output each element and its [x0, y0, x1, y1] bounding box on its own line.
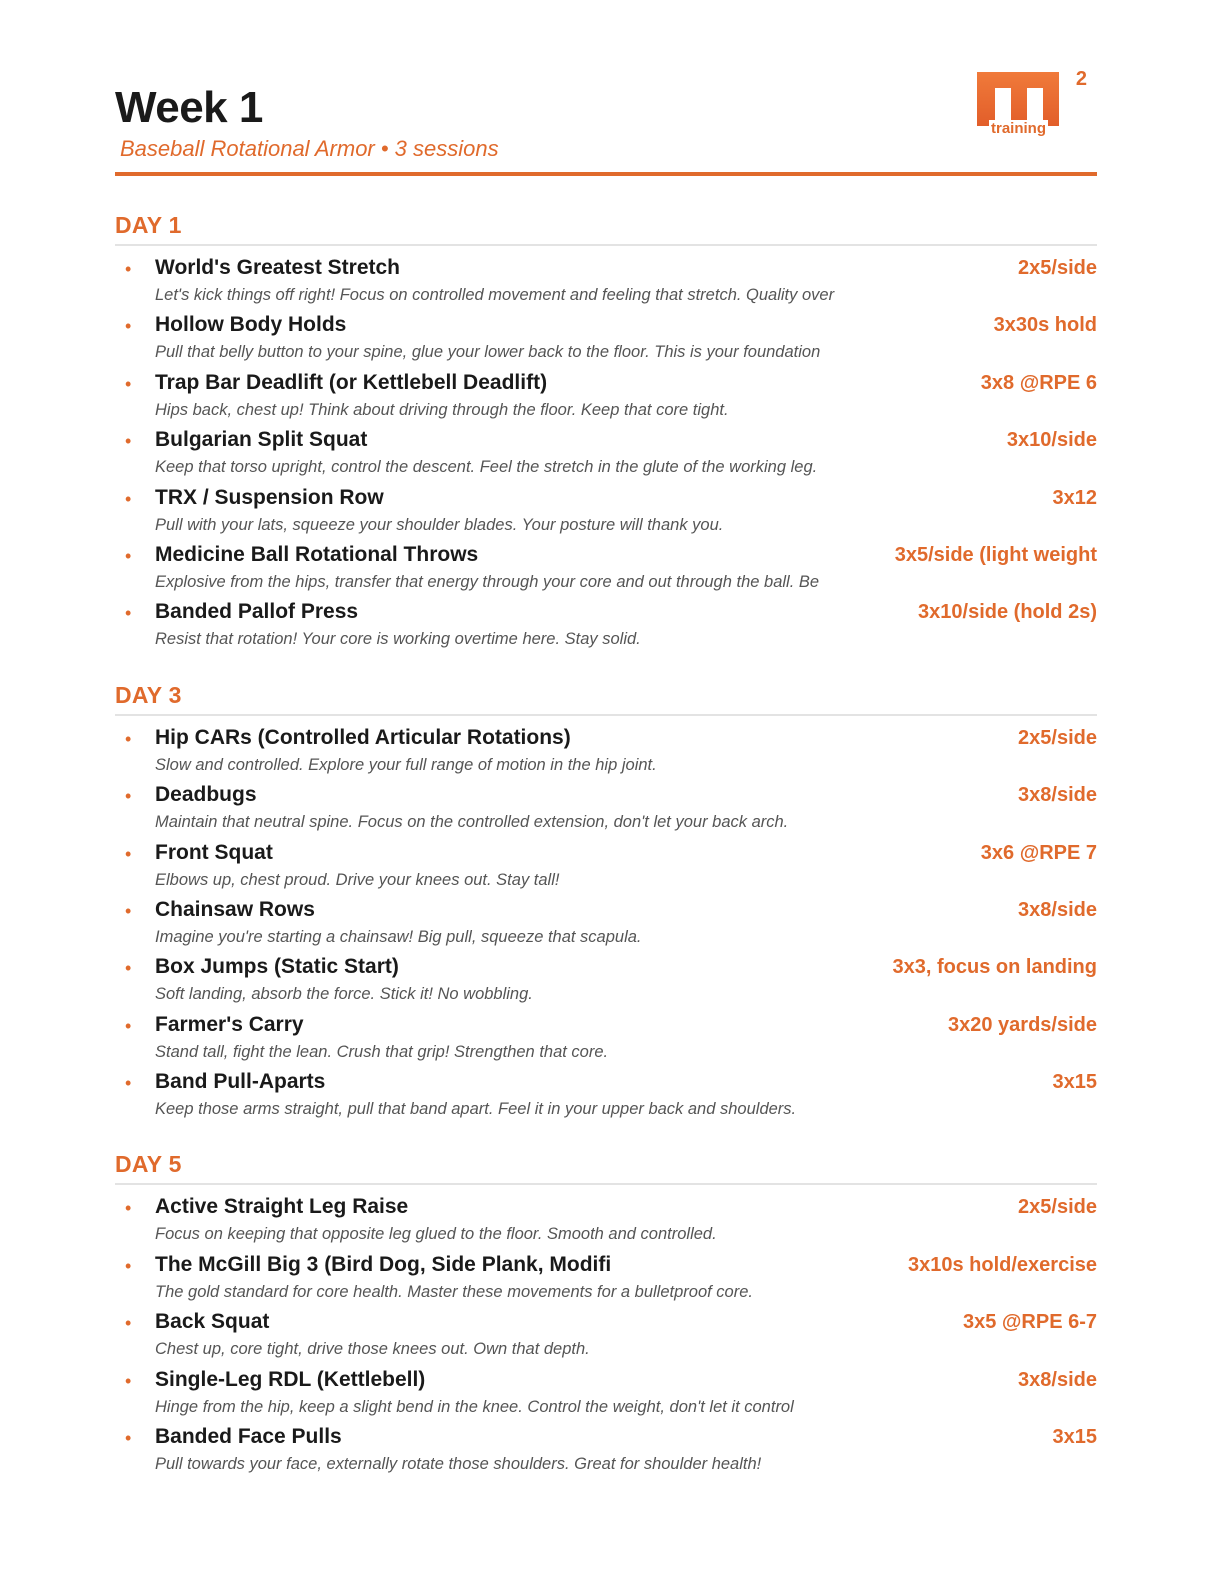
day-heading: DAY 5 [115, 1149, 1097, 1185]
exercise-item [115, 311, 1097, 368]
logo-superscript: 2 [1075, 68, 1087, 90]
exercise-note: Maintain that neutral spine. Focus on the controlled extension, don't let your back arch. [155, 813, 789, 832]
exercise-note: Keep that torso upright, control the descent. Feel the stretch in the glute of the working leg. [155, 458, 818, 477]
exercise-note: Elbows up, chest proud. Drive your knees out. Stay tall! [155, 870, 560, 889]
day-section [115, 680, 1097, 1126]
exercise-item [115, 781, 1097, 838]
exercise-note: Keep those arms straight, pull that band apart. Feel it in your upper back and shoulders. [155, 1100, 797, 1119]
workout-page [115, 0, 1097, 1480]
bullet-icon: • [125, 843, 132, 864]
exercise-item [115, 541, 1097, 598]
bullet-icon: • [125, 1428, 132, 1449]
exercise-name: Front Squat [155, 840, 273, 864]
day-heading: DAY 3 [115, 680, 1097, 716]
exercise-item [115, 724, 1097, 781]
bullet-icon: • [125, 1073, 132, 1094]
day-section [115, 1149, 1097, 1480]
bullet-icon: • [125, 1313, 132, 1334]
exercise-name: Hip CARs (Controlled Articular Rotations) [155, 725, 571, 749]
bullet-icon: • [125, 1370, 132, 1391]
exercise-sets: 2x5/side [1018, 1196, 1097, 1219]
bullet-icon: • [125, 786, 132, 807]
exercise-sets: 3x10s hold/exercise [907, 1253, 1097, 1276]
exercise-name: Deadbugs [155, 783, 257, 807]
exercise-sets: 3x6 @RPE 7 [980, 841, 1097, 864]
bullet-icon: • [125, 259, 132, 279]
exercise-note: Slow and controlled. Explore your full range of motion in the hip joint. [155, 755, 657, 774]
bullet-icon: • [125, 488, 132, 509]
exercise-sets: 3x3, focus on landing [892, 956, 1097, 979]
exercise-name: Bulgarian Split Squat [155, 428, 368, 452]
bullet-icon: • [125, 1198, 132, 1219]
bullet-icon: • [125, 373, 132, 394]
exercise-item [115, 484, 1097, 541]
exercise-sets: 3x20 yards/side [948, 1013, 1097, 1036]
exercise-name: Chainsaw Rows [155, 897, 315, 921]
exercise-item [115, 1308, 1097, 1365]
bullet-icon: • [125, 1015, 132, 1036]
bullet-icon: • [125, 316, 132, 337]
exercise-note: Hinge from the hip, keep a slight bend in the knee. Control the weight, don't let it control [155, 1397, 794, 1416]
days-container [115, 210, 1097, 1480]
exercise-name: Banded Face Pulls [155, 1425, 342, 1449]
exercise-sets: 3x30s hold [993, 314, 1097, 337]
exercise-item [115, 1193, 1097, 1250]
bullet-icon: • [125, 900, 132, 921]
exercise-name: The McGill Big 3 (Bird Dog, Side Plank, Modifi [155, 1252, 612, 1276]
bullet-icon: • [125, 603, 132, 624]
exercise-item [115, 953, 1097, 1010]
exercise-list [115, 716, 1097, 1126]
exercise-name: Medicine Ball Rotational Throws [155, 542, 479, 566]
exercise-sets: 3x15 [1052, 1071, 1097, 1094]
exercise-sets: 3x8 @RPE 6 [980, 371, 1097, 394]
page-title: Week 1 [115, 83, 263, 132]
bullet-icon: • [125, 958, 132, 979]
exercise-note: Pull towards your face, externally rotate those shoulders. Great for shoulder health! [155, 1455, 762, 1474]
exercise-note: Pull that belly button to your spine, glue your lower back to the floor. This is your foundation [155, 343, 821, 362]
exercise-list [115, 246, 1097, 656]
exercise-item [115, 369, 1097, 426]
exercise-sets: 2x5/side [1018, 257, 1097, 279]
exercise-note: Soft landing, absorb the force. Stick it! No wobbling. [155, 985, 533, 1004]
bullet-icon: • [125, 545, 132, 566]
exercise-note: Pull with your lats, squeeze your shoulder blades. Your posture will thank you. [155, 515, 724, 534]
exercise-name: Box Jumps (Static Start) [155, 955, 399, 979]
exercise-item [115, 1366, 1097, 1423]
exercise-name: Single-Leg RDL (Kettlebell) [155, 1367, 426, 1391]
exercise-item [115, 839, 1097, 896]
bullet-icon: • [125, 728, 132, 749]
exercise-note: Chest up, core tight, drive those knees out. Own that depth. [155, 1340, 590, 1359]
m-squared-logo-icon [977, 68, 1087, 144]
exercise-sets: 3x10/side (hold 2s) [918, 601, 1097, 624]
exercise-sets: 2x5/side [1018, 726, 1097, 749]
exercise-item [115, 896, 1097, 953]
logo-wordmark: training [991, 120, 1046, 137]
exercise-note: The gold standard for core health. Master these movements for a bulletproof core. [155, 1282, 753, 1301]
exercise-name: Trap Bar Deadlift (or Kettlebell Deadlift) [155, 370, 548, 394]
day-heading: DAY 1 [115, 210, 1097, 246]
exercise-name: Farmer's Carry [155, 1012, 304, 1036]
exercise-name: Active Straight Leg Raise [155, 1195, 409, 1219]
exercise-item [115, 1068, 1097, 1125]
exercise-sets: 3x15 [1052, 1426, 1097, 1449]
exercise-sets: 3x12 [1052, 486, 1097, 509]
exercise-sets: 3x8/side [1018, 898, 1097, 921]
exercise-item [115, 426, 1097, 483]
exercise-item [115, 254, 1097, 311]
exercise-item [115, 1251, 1097, 1308]
exercise-name: Banded Pallof Press [155, 600, 359, 624]
exercise-note: Hips back, chest up! Think about driving through the floor. Keep that core tight. [155, 400, 729, 419]
day-section [115, 210, 1097, 656]
exercise-note: Resist that rotation! Your core is working overtime here. Stay solid. [155, 630, 641, 649]
exercise-sets: 3x8/side [1018, 784, 1097, 807]
exercise-name: Band Pull-Aparts [155, 1070, 326, 1094]
exercise-sets: 3x5/side (light weight [894, 543, 1097, 566]
exercise-name: Hollow Body Holds [155, 313, 347, 337]
bullet-icon: • [125, 431, 132, 452]
exercise-note: Focus on keeping that opposite leg glued to the floor. Smooth and controlled. [155, 1225, 717, 1244]
exercise-list [115, 1185, 1097, 1480]
page-header [115, 0, 1097, 176]
exercise-note: Imagine you're starting a chainsaw! Big pull, squeeze that scapula. [155, 927, 642, 946]
exercise-item [115, 598, 1097, 655]
exercise-name: World's Greatest Stretch [155, 256, 401, 279]
exercise-name: Back Squat [155, 1310, 270, 1334]
exercise-sets: 3x8/side [1018, 1368, 1097, 1391]
exercise-item [115, 1423, 1097, 1480]
exercise-note: Explosive from the hips, transfer that energy through your core and out through the ball. Be [155, 572, 820, 591]
exercise-sets: 3x5 @RPE 6-7 [962, 1311, 1097, 1334]
page-subtitle: Baseball Rotational Armor • 3 sessions [120, 136, 499, 161]
exercise-sets: 3x10/side [1006, 429, 1097, 452]
exercise-name: TRX / Suspension Row [155, 485, 384, 509]
exercise-item [115, 1011, 1097, 1068]
bullet-icon: • [125, 1255, 132, 1276]
exercise-note: Let's kick things off right! Focus on controlled movement and feeling that stretch. Quality over [155, 286, 835, 304]
exercise-note: Stand tall, fight the lean. Crush that grip! Strengthen that core. [155, 1042, 609, 1061]
